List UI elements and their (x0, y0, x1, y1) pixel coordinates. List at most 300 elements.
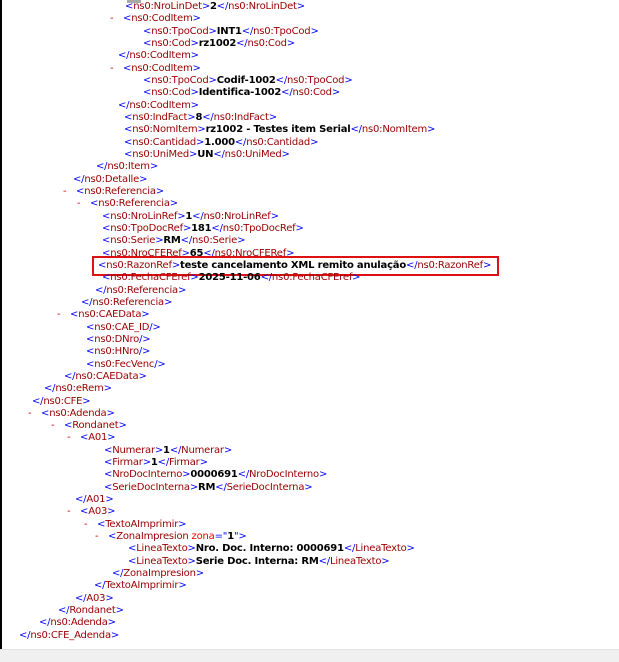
markup-punctuation: </ (215, 481, 227, 493)
xml-line (0, 371, 617, 383)
tag-name: ns0:Referencia (106, 284, 178, 296)
markup-punctuation: > (187, 111, 196, 123)
line-content (94, 580, 187, 591)
markup-punctuation: < (90, 198, 99, 210)
collapse-icon[interactable]: - (110, 62, 114, 74)
markup-punctuation: > (286, 37, 295, 49)
line-content (123, 13, 201, 24)
xml-line (0, 223, 617, 235)
tag-name: Firmar (112, 457, 143, 469)
markup-punctuation: < (104, 444, 113, 456)
element-value: Codif-1002 (216, 74, 276, 86)
tag-name: ns0:CodItem (131, 62, 193, 74)
tag-name: ns0:NroCFERef (214, 247, 287, 259)
line-content (32, 396, 90, 407)
line-content (86, 359, 166, 370)
markup-punctuation: </ (58, 605, 70, 617)
markup-punctuation: > (177, 284, 187, 296)
markup-punctuation: < (97, 518, 106, 530)
line-content (128, 556, 389, 567)
markup-punctuation: > (295, 222, 304, 234)
tag-name: ns0:CodItem (129, 50, 191, 62)
tag-name: ns0:NroLinRef (203, 210, 271, 222)
markup-punctuation: < (86, 321, 95, 333)
markup-punctuation: </ (203, 247, 215, 259)
markup-punctuation: > (237, 235, 246, 247)
markup-punctuation: </ (96, 161, 108, 173)
collapse-icon[interactable]: - (28, 407, 32, 419)
xml-line (0, 272, 617, 284)
tag-name: A01 (88, 432, 108, 444)
line-content (73, 174, 147, 185)
tag-name: ns0:CAEData (75, 370, 139, 382)
tag-name: ns0:TpoDocRef (110, 222, 183, 234)
tag-name: NroDocInterno (249, 469, 319, 481)
markup-punctuation: > (154, 444, 164, 456)
markup-punctuation: </ (44, 383, 56, 395)
markup-punctuation: > (82, 395, 91, 407)
markup-punctuation: < (102, 235, 111, 247)
markup-punctuation: > (155, 235, 164, 247)
markup-punctuation: > (296, 1, 305, 12)
markup-punctuation: > (268, 111, 277, 123)
tag-name: ns0:IndFact (213, 111, 269, 123)
markup-punctuation: > (192, 13, 201, 25)
tag-name: ns0:Serie (192, 235, 238, 247)
markup-punctuation: </ (260, 272, 272, 284)
tag-name: ns0:CodItem (129, 99, 191, 111)
line-content (124, 137, 318, 148)
xml-line (0, 543, 617, 555)
markup-punctuation: < (104, 481, 113, 493)
line-content (97, 519, 186, 530)
line-content (102, 211, 279, 222)
markup-punctuation: </ (216, 1, 229, 12)
line-content (104, 457, 208, 468)
markup-punctuation: < (98, 259, 107, 271)
attribute-value: 1 (227, 531, 234, 543)
markup-punctuation: </ (75, 592, 87, 604)
xml-line (0, 432, 617, 444)
tag-name: ns0:NroCFERef (110, 247, 182, 259)
element-value: 1 (163, 444, 170, 456)
xml-line (0, 87, 617, 99)
tag-name: ns0:UniMed (224, 148, 282, 160)
xml-line (0, 124, 617, 136)
collapse-icon[interactable]: - (110, 13, 114, 25)
tag-name: ns0:CodItem (131, 13, 193, 25)
tag-name: ns0:Adenda (49, 407, 107, 419)
element-value: 65 (189, 247, 204, 259)
tag-name: ns0:NroLinRef (110, 210, 178, 222)
xml-line (0, 531, 617, 543)
markup-punctuation: < (128, 555, 137, 567)
xml-line (0, 482, 617, 494)
xml-line (0, 1, 617, 13)
markup-punctuation: </ (202, 111, 214, 123)
markup-punctuation: > (103, 383, 112, 395)
element-value: teste cancelamento XML remito anulação (180, 259, 407, 271)
xml-line (0, 580, 617, 592)
markup-punctuation: < (128, 543, 137, 555)
line-content (118, 50, 199, 61)
markup-punctuation: "> (233, 531, 247, 543)
tag-name: ns0:HNro (94, 346, 139, 358)
line-content (143, 75, 353, 86)
markup-punctuation: > (178, 580, 187, 592)
tag-name: ns0:RazonRef (417, 259, 483, 271)
line-content (104, 482, 312, 493)
tag-name: NroDocInterno (112, 469, 183, 481)
tag-name: ns0:Cantidad (132, 136, 197, 148)
line-content (112, 568, 204, 579)
tag-name: ns0:RazonRef (106, 259, 172, 271)
markup-punctuation: > (189, 481, 198, 493)
markup-punctuation: > (190, 87, 199, 99)
tag-name: TextoAImprimir (105, 580, 179, 592)
markup-punctuation: < (86, 346, 95, 358)
markup-punctuation: </ (275, 74, 287, 86)
markup-punctuation: </ (32, 395, 44, 407)
tag-name: ns0:DNro (94, 333, 140, 345)
markup-punctuation: > (189, 148, 198, 160)
markup-punctuation: </ (19, 629, 31, 641)
markup-punctuation: > (427, 124, 436, 136)
tag-name: ns0:CFE_Adenda (30, 629, 111, 641)
markup-punctuation: > (197, 124, 206, 136)
tag-name: ns0:TpoCod (287, 74, 345, 86)
tag-name: LineaTexto (355, 543, 407, 555)
line-content (124, 149, 290, 160)
tag-name: ns0:CAE_ID (94, 321, 150, 333)
element-value: UN (197, 148, 214, 160)
element-value: 181 (191, 222, 212, 234)
line-content (90, 198, 178, 209)
tag-name: Rondanet (69, 605, 116, 617)
markup-punctuation: < (70, 309, 79, 321)
tag-name: Firmar (169, 457, 200, 469)
markup-punctuation: > (187, 543, 196, 555)
markup-punctuation: > (190, 37, 199, 49)
markup-punctuation: < (104, 469, 113, 481)
markup-punctuation: > (155, 185, 164, 197)
line-content (41, 408, 115, 419)
tag-name: ns0:FechaCFEref (110, 272, 191, 284)
attribute-name: zona (191, 531, 215, 543)
markup-punctuation: > (304, 481, 313, 493)
markup-punctuation: > (190, 50, 199, 62)
markup-punctuation: > (286, 247, 295, 259)
line-content (102, 223, 304, 234)
tag-name: ns0:NomItem (361, 124, 428, 136)
tag-name: ns0:Cod (151, 87, 191, 99)
markup-punctuation: > (483, 259, 492, 271)
tag-name: ns0:CFE (43, 395, 83, 407)
markup-punctuation: > (141, 309, 150, 321)
markup-punctuation: > (190, 99, 199, 111)
markup-punctuation: > (223, 444, 233, 456)
markup-punctuation: > (177, 210, 186, 222)
xml-line (0, 174, 617, 186)
tag-name: ZonaImpresion (116, 531, 189, 543)
tag-name: A01 (86, 494, 106, 506)
markup-punctuation: > (139, 173, 148, 185)
xml-line (0, 63, 617, 75)
markup-punctuation: < (102, 272, 111, 284)
tag-name: ns0:eRem (55, 383, 104, 395)
line-content (75, 494, 114, 505)
tag-name: LineaTexto (136, 555, 188, 567)
tag-name: LineaTexto (329, 555, 382, 567)
markup-punctuation: </ (318, 555, 330, 567)
tag-name: ns0:NomItem (132, 124, 198, 136)
markup-punctuation: < (123, 13, 132, 25)
collapse-icon[interactable]: - (67, 432, 71, 444)
xml-line (0, 322, 617, 334)
xml-line (0, 506, 617, 518)
tag-name: ns0:Serie (110, 235, 156, 247)
tag-name: ns0:Referencia (84, 185, 156, 197)
markup-punctuation: > (310, 136, 319, 148)
xml-line (0, 617, 617, 629)
markup-punctuation: > (149, 161, 158, 173)
tag-name: SerieDocInterna (112, 481, 190, 493)
xml-line (0, 420, 617, 432)
xml-line (0, 285, 617, 297)
tag-name: ns0:TpoCod (151, 74, 209, 86)
line-content (44, 383, 112, 394)
element-value: RM (198, 481, 216, 493)
markup-punctuation: </ (94, 580, 106, 592)
tag-name: ns0:Referencia (92, 296, 164, 308)
line-content (104, 445, 232, 456)
line-content (124, 124, 435, 135)
markup-punctuation: > (318, 469, 328, 481)
tag-name: LineaTexto (136, 543, 188, 555)
xml-line (0, 100, 617, 112)
line-content (95, 285, 186, 296)
markup-punctuation: < (104, 457, 113, 469)
line-content (86, 334, 150, 345)
markup-punctuation: </ (234, 136, 247, 148)
xml-line (0, 309, 617, 321)
markup-punctuation: > (115, 605, 124, 617)
markup-punctuation: > (163, 296, 173, 308)
markup-punctuation: > (281, 148, 290, 160)
markup-punctuation: < (102, 210, 111, 222)
left-border (0, 0, 2, 649)
markup-punctuation: > (105, 494, 114, 506)
markup-punctuation: </ (237, 469, 250, 481)
xml-line (0, 75, 617, 87)
markup-punctuation: > (110, 629, 120, 641)
markup-punctuation: </ (73, 173, 85, 185)
tag-name: ns0:UniMed (132, 148, 190, 160)
tag-name: Rondanet (72, 420, 119, 432)
line-content (19, 630, 119, 641)
element-value: 0000691 (190, 469, 238, 481)
markup-punctuation: < (125, 1, 134, 12)
element-value: rz1002 (198, 37, 237, 49)
markup-punctuation: < (124, 136, 133, 148)
xml-line (0, 494, 617, 506)
element-value: 2025-11-06 (198, 272, 261, 284)
tag-name: ns0:Cod (151, 37, 191, 49)
xml-line (0, 457, 617, 469)
xml-line (0, 112, 617, 124)
tag-name: TextoAImprimir (105, 518, 179, 530)
markup-punctuation: < (143, 25, 152, 37)
markup-punctuation: </ (211, 222, 223, 234)
markup-punctuation: > (201, 1, 211, 12)
line-content (123, 63, 201, 74)
line-content (81, 297, 172, 308)
markup-punctuation: </ (350, 124, 362, 136)
collapse-icon[interactable]: - (95, 531, 99, 543)
markup-punctuation: </ (95, 284, 107, 296)
line-content (128, 543, 415, 554)
markup-punctuation: > (352, 272, 361, 284)
tag-name: ns0:Referencia (98, 198, 170, 210)
markup-punctuation: </ (236, 37, 248, 49)
element-value: Identifica-1002 (198, 87, 282, 99)
markup-punctuation: > (138, 370, 147, 382)
line-content (64, 371, 147, 382)
xml-line (0, 568, 617, 580)
tag-name: ns0:NroLinDet (228, 1, 297, 12)
markup-punctuation: < (76, 185, 85, 197)
element-value: 1 (150, 457, 158, 469)
collapse-icon[interactable]: - (84, 518, 88, 530)
xml-line (0, 346, 617, 358)
markup-punctuation: </ (241, 25, 254, 37)
markup-punctuation: > (331, 87, 341, 99)
markup-punctuation: /> (154, 358, 166, 370)
markup-punctuation: < (143, 87, 152, 99)
element-value: INT1 (216, 25, 242, 37)
collapse-icon[interactable]: - (67, 506, 71, 518)
markup-punctuation: < (143, 37, 152, 49)
tag-name: A03 (86, 592, 106, 604)
line-content (104, 469, 327, 480)
xml-line (0, 161, 617, 173)
markup-punctuation: < (64, 420, 73, 432)
xml-line (0, 556, 617, 568)
collapse-icon[interactable]: - (51, 420, 55, 432)
line-content (102, 272, 360, 283)
tag-name: Numerar (112, 444, 155, 456)
collapse-icon[interactable]: - (77, 198, 81, 210)
tag-name: ns0:IndFact (132, 111, 188, 123)
markup-punctuation: > (406, 543, 415, 555)
tag-name: SerieDocInterna (226, 481, 305, 493)
markup-punctuation: > (107, 432, 116, 444)
element-value: RM (163, 235, 181, 247)
markup-punctuation: > (192, 62, 201, 74)
xml-line (0, 408, 617, 420)
markup-punctuation: > (107, 617, 116, 629)
markup-punctuation: > (107, 506, 116, 518)
tag-name: ns0:Cod (292, 87, 332, 99)
markup-punctuation: < (124, 111, 133, 123)
markup-punctuation: </ (118, 99, 130, 111)
collapse-icon[interactable]: - (63, 185, 67, 197)
xml-line (0, 519, 617, 531)
line-content (125, 1, 305, 12)
markup-punctuation: < (102, 222, 111, 234)
markup-punctuation: </ (192, 210, 204, 222)
line-content (58, 605, 124, 616)
markup-punctuation: < (123, 62, 132, 74)
line-content (39, 617, 116, 628)
line-content (80, 506, 115, 517)
line-content (124, 112, 277, 123)
xml-line (0, 383, 617, 395)
xml-line (0, 13, 617, 25)
tag-name: ns0:Adenda (50, 617, 108, 629)
xml-line (0, 50, 617, 62)
markup-punctuation: > (270, 210, 279, 222)
markup-punctuation: > (182, 222, 192, 234)
markup-punctuation: /> (149, 321, 161, 333)
markup-punctuation: </ (118, 50, 130, 62)
markup-punctuation: > (196, 136, 205, 148)
xml-line (0, 445, 617, 457)
line-content (80, 432, 115, 443)
markup-punctuation: < (108, 531, 117, 543)
markup-punctuation: > (381, 555, 390, 567)
markup-punctuation: > (118, 420, 127, 432)
markup-punctuation: /> (138, 346, 151, 358)
line-content (76, 186, 164, 197)
markup-punctuation: </ (81, 296, 93, 308)
markup-punctuation: < (80, 432, 89, 444)
markup-punctuation: > (142, 457, 151, 469)
markup-punctuation: > (169, 198, 178, 210)
xml-line (0, 359, 617, 371)
markup-punctuation: > (105, 592, 114, 604)
markup-punctuation: < (143, 74, 152, 86)
xml-line (0, 137, 617, 149)
tag-name: ns0:TpoDocRef (222, 222, 296, 234)
markup-punctuation: > (106, 407, 115, 419)
xml-line (0, 235, 617, 247)
bottom-scrollbar-track[interactable] (0, 649, 619, 662)
markup-punctuation: > (171, 259, 180, 271)
markup-punctuation: < (86, 358, 95, 370)
markup-punctuation: > (195, 568, 204, 580)
collapse-icon[interactable]: - (57, 309, 61, 321)
markup-punctuation: < (41, 407, 50, 419)
xml-line (0, 593, 617, 605)
markup-punctuation: /> (139, 333, 151, 345)
markup-punctuation: > (344, 74, 353, 86)
markup-punctuation: </ (75, 494, 87, 506)
line-content (96, 161, 158, 172)
element-value: rz1002 - Testes item Serial (205, 124, 351, 136)
line-content (108, 531, 247, 542)
tag-name: A03 (88, 506, 108, 518)
line-content (143, 87, 340, 98)
tag-name: ns0:Detalle (84, 173, 140, 185)
markup-punctuation: </ (169, 444, 182, 456)
markup-punctuation: > (182, 469, 191, 481)
line-content (143, 38, 295, 49)
markup-punctuation: </ (39, 617, 51, 629)
element-value: 2 (210, 1, 217, 12)
markup-punctuation: > (178, 518, 187, 530)
markup-punctuation: > (181, 247, 190, 259)
